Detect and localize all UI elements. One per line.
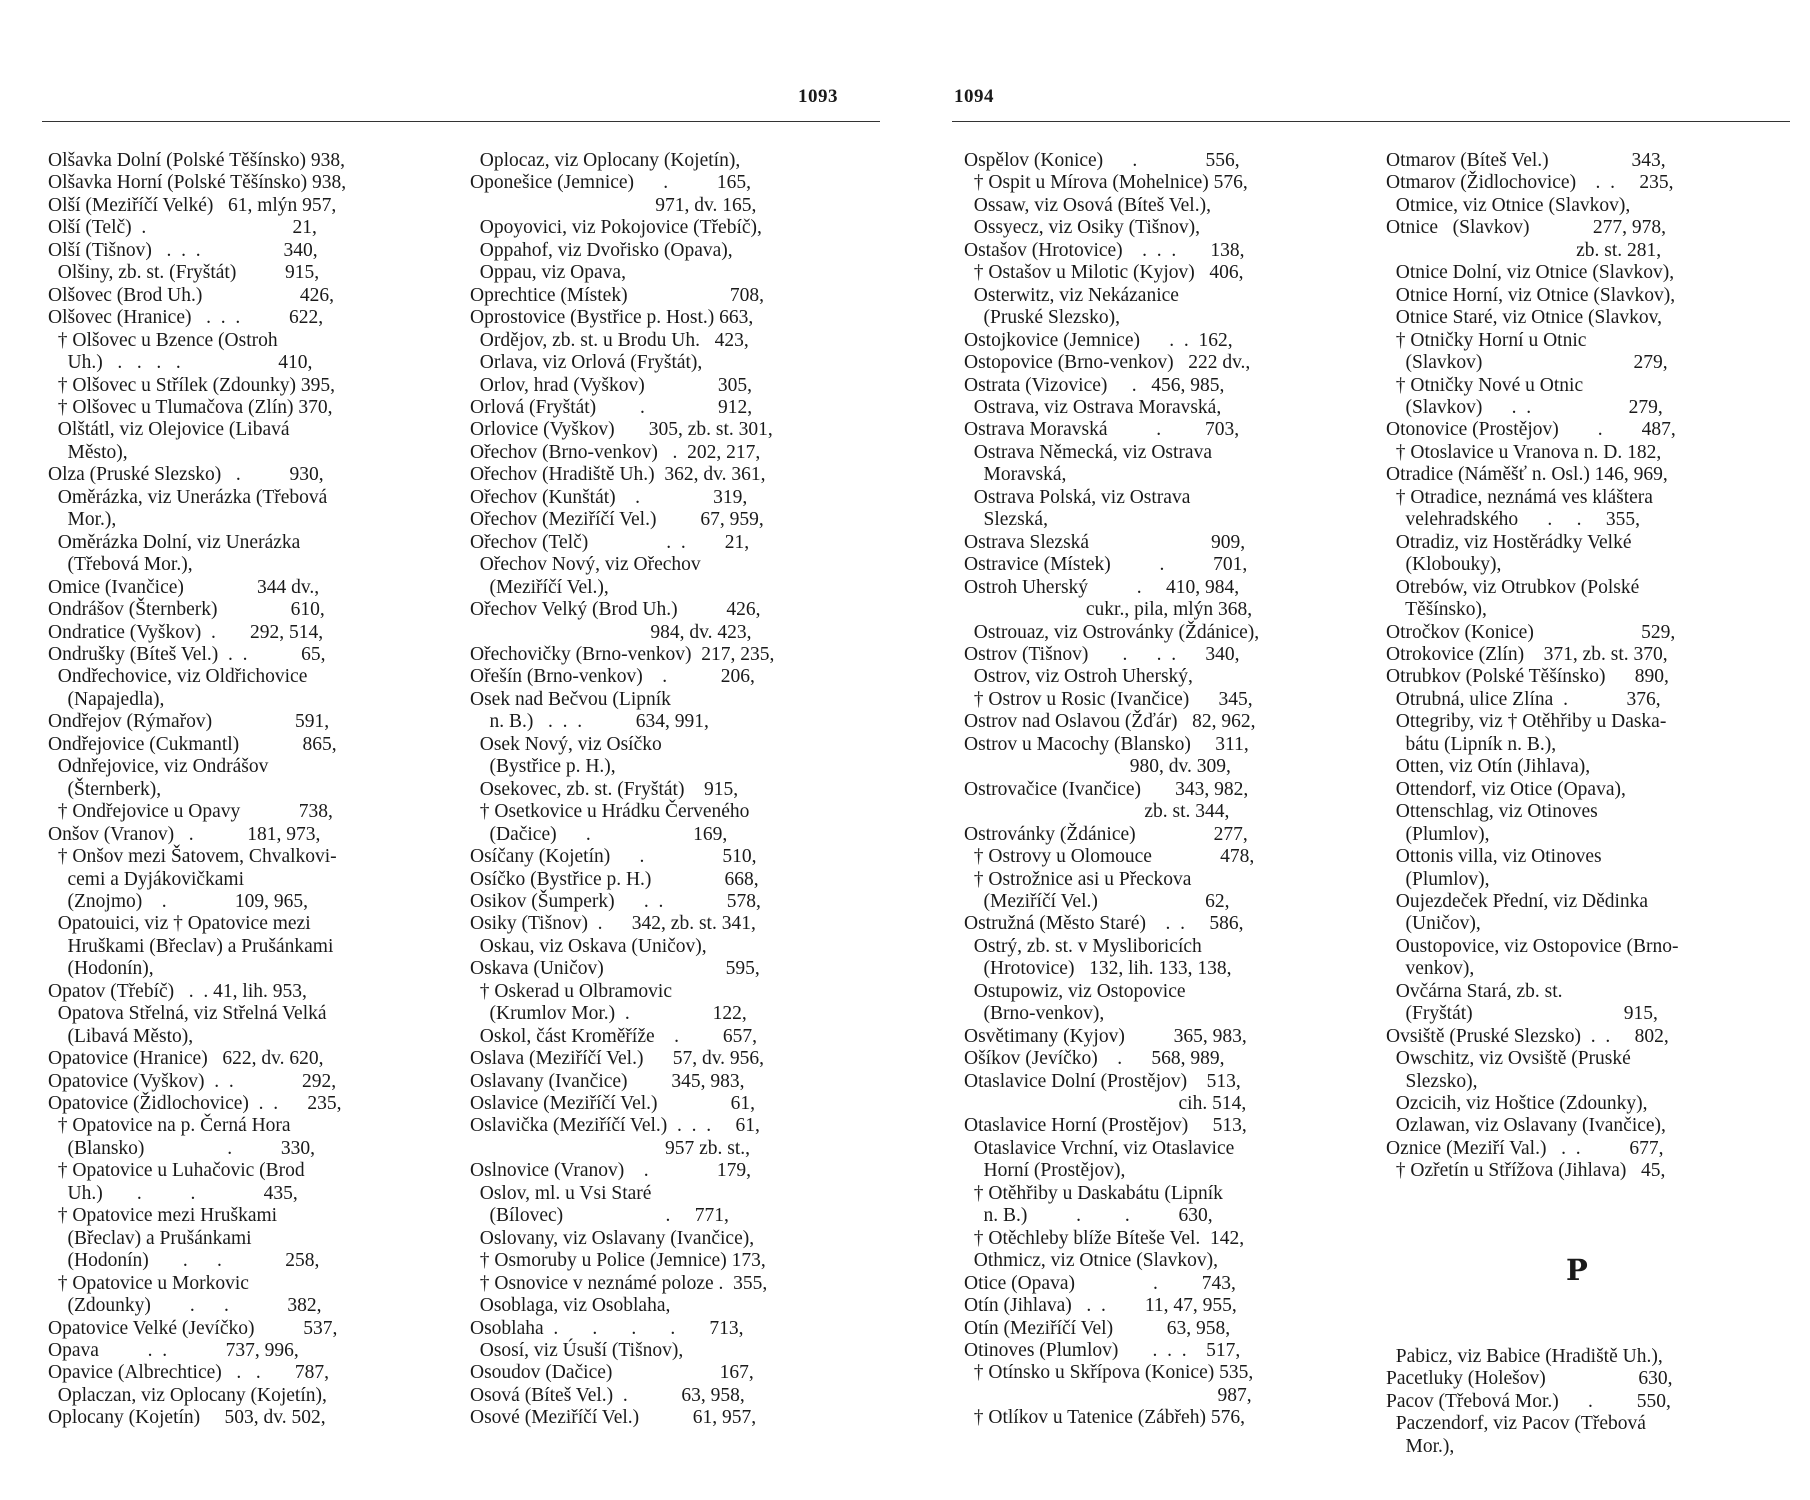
index-entry: Ostrava Slezská 909, (964, 531, 1246, 553)
right-page-number: 1094 (954, 86, 994, 107)
index-entry: † Otěhřiby u Daskabátu (Lipník (964, 1182, 1223, 1204)
index-entry: Mor.), (1386, 1435, 1455, 1457)
index-entry: Oponešice (Jemnice) . 165, (470, 172, 752, 194)
index-entry: Otrubná, ulice Zlína . 376, (1386, 688, 1661, 710)
index-entry: Ošíkov (Jevíčko) . 568, 989, (964, 1048, 1225, 1070)
index-entry: Ostrovačice (Ivančice) 343, 982, (964, 778, 1249, 800)
index-entry: Otmice, viz Otnice (Slavkov), (1386, 194, 1631, 216)
index-entry: Ososí, viz Úsuší (Tišnov), (470, 1340, 684, 1362)
index-entry: Oplocany (Kojetín) 503, dv. 502, (48, 1407, 326, 1429)
index-entry: † Olšovec u Bzence (Ostroh (48, 329, 278, 351)
index-entry: Ondrušky (Bíteš Vel.) . . 65, (48, 643, 326, 665)
index-entry: † Ozřetín u Střížova (Jihlava) 45, (1386, 1160, 1666, 1182)
index-entry: Ostroh Uherský . 410, 984, (964, 576, 1240, 598)
index-entry: Osterwitz, viz Nekázanice (964, 284, 1179, 306)
index-entry: Hruškami (Břeclav) a Prušánkami (48, 935, 334, 957)
index-entry: (Dačice) . 169, (470, 823, 728, 845)
index-entry: 984, dv. 423, (470, 621, 752, 643)
index-entry: † Otlíkov u Tatenice (Zábřeh) 576, (964, 1407, 1245, 1429)
index-entry: Oppahof, viz Dvořisko (Opava), (470, 239, 733, 261)
index-entry: Osvětimany (Kyjov) 365, 983, (964, 1025, 1247, 1047)
index-entry: † Ostrožnice asi u Přeckova (964, 868, 1192, 890)
index-entry: Otice (Opava) . 743, (964, 1272, 1236, 1294)
index-entry: † Otničky Nové u Otnic (1386, 374, 1584, 396)
index-entry: Ostrov, viz Ostroh Uherský, (964, 666, 1193, 688)
index-entry: † Otoslavice u Vranova n. D. 182, (1386, 441, 1662, 463)
index-entry: Olší (Telč) . 21, (48, 217, 317, 239)
index-entry: Otnice Horní, viz Otnice (Slavkov), (1386, 284, 1676, 306)
index-entry: (Libavá Město), (48, 1025, 194, 1047)
index-entry: Otrebów, viz Otrubkov (Polské (1386, 576, 1640, 598)
index-entry: † Opatovice u Morkovic (48, 1272, 249, 1294)
index-entry: † Otničky Horní u Otnic (1386, 329, 1587, 351)
index-entry: (Bystřice p. H.), (470, 756, 616, 778)
index-entry: Olšavka Dolní (Polské Těšínsko) 938, (48, 150, 345, 171)
index-entry: Osová (Bíteš Vel.) . 63, 958, (470, 1384, 745, 1406)
index-entry: Osíčko (Bystřice p. H.) 668, (470, 868, 759, 890)
index-entry: Pacov (Třebová Mor.) . 550, (1386, 1390, 1671, 1412)
index-entry: Ostupowiz, viz Ostopovice (964, 980, 1186, 1002)
index-entry: Onšov (Vranov) . 181, 973, (48, 823, 321, 845)
index-entry: † Otínsko u Skřípova (Konice) 535, (964, 1362, 1254, 1384)
index-entry: Ostopovice (Brno-venkov) 222 dv., (964, 352, 1251, 374)
index-entry: Ostrava Moravská . 703, (964, 419, 1240, 441)
index-entry: Ořechovičky (Brno-venkov) 217, 235, (470, 643, 775, 665)
index-entry: (Blansko) . 330, (48, 1137, 316, 1159)
index-entry: Oslovany, viz Oslavany (Ivančice), (470, 1227, 755, 1249)
index-entry: Paczendorf, viz Pacov (Třebová (1386, 1413, 1646, 1435)
index-entry: Osoudov (Dačice) 167, (470, 1362, 754, 1384)
index-entry: 957 zb. st., (470, 1137, 751, 1159)
index-entry: Ořešín (Brno-venkov) . 206, (470, 666, 755, 688)
index-entry: Opatouici, viz † Opatovice mezi (48, 913, 311, 935)
index-entry: Oppau, viz Opava, (470, 262, 626, 284)
index-entry: Osekovec, zb. st. (Fryštát) 915, (470, 778, 739, 800)
index-entry: Ottegriby, viz † Otěhřiby u Daska- (1386, 711, 1667, 733)
index-entry: Osiky (Tišnov) . 342, zb. st. 341, (470, 913, 756, 935)
index-entry: Opava . . 737, 996, (48, 1340, 299, 1362)
index-entry: Ottendorf, viz Otice (Opava), (1386, 778, 1626, 800)
index-entry: Ostrouaz, viz Ostrovánky (Ždánice), (964, 621, 1260, 643)
index-entry: Otmarov (Bíteš Vel.) 343, (1386, 150, 1666, 171)
index-entry: Pabicz, viz Babice (Hradiště Uh.), (1386, 1346, 1663, 1367)
index-entry: Opatovice (Hranice) 622, dv. 620, (48, 1048, 324, 1070)
index-entry: Ostrov u Macochy (Blansko) 311, (964, 733, 1249, 755)
index-entry: Pacetluky (Holešov) 630, (1386, 1368, 1673, 1390)
index-entry: Ondřejov (Rýmařov) 591, (48, 711, 330, 733)
index-entry: Olštátl, viz Olejovice (Libavá (48, 419, 290, 441)
index-entry: Ostrý, zb. st. v Mysliboricích (964, 935, 1202, 957)
index-entry: Ostrava Německá, viz Ostrava (964, 441, 1212, 463)
index-entry: cih. 514, (964, 1093, 1247, 1115)
index-entry: Ordějov, zb. st. u Brodu Uh. 423, (470, 329, 749, 351)
index-entry: Slezsko), (1386, 1070, 1478, 1092)
index-entry: Ottenschlag, viz Otinoves (1386, 801, 1598, 823)
index-entry: (Klobouky), (1386, 554, 1502, 576)
index-entry: (Třebová Mor.), (48, 554, 193, 576)
index-entry: Ondřejovice (Cukmantl) 865, (48, 733, 337, 755)
index-entry: Opatova Střelná, viz Střelná Velká (48, 1003, 327, 1025)
index-entry: Oměrázka, viz Unerázka (Třebová (48, 486, 328, 508)
index-entry: Ořechov (Telč) . . 21, (470, 531, 750, 553)
index-entry: Otročkov (Konice) 529, (1386, 621, 1676, 643)
index-entry: † Ostrov u Rosic (Ivančice) 345, (964, 688, 1253, 710)
index-entry: Moravská, (964, 464, 1067, 486)
index-entry: Ondřechovice, viz Oldřichovice (48, 666, 308, 688)
index-entry: 971, dv. 165, (470, 194, 757, 216)
index-entry: † Otěchleby blíže Bíteše Vel. 142, (964, 1227, 1245, 1249)
index-entry: Otín (Meziříčí Vel) 63, 958, (964, 1317, 1231, 1339)
index-entry: † Otradice, neznámá ves kláštera (1386, 486, 1653, 508)
index-entry: 987, (964, 1384, 1252, 1406)
index-entry: Otnice Dolní, viz Otnice (Slavkov), (1386, 262, 1675, 284)
index-entry: cukr., pila, mlýn 368, (964, 599, 1253, 621)
index-entry: Oskava (Uničov) 595, (470, 958, 760, 980)
index-entry: Opatovice (Židlochovice) . . 235, (48, 1093, 342, 1115)
index-entry: † Osnovice v neznámé poloze . 355, (470, 1272, 768, 1294)
index-entry: (Brno-venkov), (964, 1003, 1105, 1025)
index-entry: Oskau, viz Oskava (Uničov), (470, 935, 707, 957)
index-entry: Otrokovice (Zlín) 371, zb. st. 370, (1386, 643, 1668, 665)
index-entry: venkov), (1386, 958, 1475, 980)
index-entry: Ostrov nad Oslavou (Žďár) 82, 962, (964, 711, 1256, 733)
index-column-4-section-p (1386, 1346, 1778, 1458)
index-entry: Orlová (Fryštát) . 912, (470, 396, 753, 418)
index-entry: † Ondřejovice u Opavy 738, (48, 801, 333, 823)
index-entry: Horní (Prostějov), (964, 1160, 1126, 1182)
index-entry: † Onšov mezi Šatovem, Chvalkovi- (48, 846, 337, 868)
index-entry: Ořechov Nový, viz Ořechov (470, 554, 701, 576)
index-entry: Ovčárna Stará, zb. st. (1386, 980, 1563, 1002)
index-entry: (Znojmo) . 109, 965, (48, 890, 308, 912)
index-entry: (Hrotovice) 132, lih. 133, 138, (964, 958, 1232, 980)
index-entry: (Plumlov), (1386, 868, 1490, 890)
index-entry: Osikov (Šumperk) . . 578, (470, 890, 761, 912)
index-entry: Oplocaz, viz Oplocany (Kojetín), (470, 150, 741, 171)
index-entry: † Opatovice mezi Hruškami (48, 1205, 278, 1227)
index-entry: Ozlawan, viz Oslavany (Ivančice), (1386, 1115, 1666, 1137)
index-entry: † Ostrovy u Olomouce 478, (964, 846, 1255, 868)
index-entry: (Meziříčí Vel.) 62, (964, 890, 1230, 912)
index-entry: Osíčany (Kojetín) . 510, (470, 846, 757, 868)
index-entry: Olšiny, zb. st. (Fryštát) 915, (48, 262, 320, 284)
index-entry: Otmarov (Židlochovice) . . 235, (1386, 172, 1674, 194)
index-entry: Opatovice Velké (Jevíčko) 537, (48, 1317, 338, 1339)
index-entry: Omice (Ivančice) 344 dv., (48, 576, 320, 598)
index-entry: (Fryštát) 915, (1386, 1003, 1658, 1025)
index-entry: Ostrava Polská, viz Ostrava (964, 486, 1191, 508)
index-entry: Oslnovice (Vranov) . 179, (470, 1160, 751, 1182)
index-entry: (Pruské Slezsko), (964, 307, 1120, 329)
index-entry: Osoblaga, viz Osoblaha, (470, 1295, 671, 1317)
index-entry: Olšovec (Hranice) . . . 622, (48, 307, 324, 329)
index-entry: Odnřejovice, viz Ondrášov (48, 756, 269, 778)
index-entry: † Osmoruby u Police (Jemnice) 173, (470, 1250, 766, 1272)
index-entry: Uh.) . . . . 410, (48, 352, 313, 374)
index-entry: Otonovice (Prostějov) . 487, (1386, 419, 1676, 441)
index-entry: Oplaczan, viz Oplocany (Kojetín), (48, 1384, 327, 1406)
index-entry: (Slavkov) 279, (1386, 352, 1668, 374)
index-entry: Ostašov (Hrotovice) . . . 138, (964, 239, 1245, 261)
index-entry: Ondrášov (Šternberk) 610, (48, 599, 325, 621)
index-entry: n. B.) . . . 634, 991, (470, 711, 709, 733)
index-entry: Ovsiště (Pruské Slezsko) . . 802, (1386, 1025, 1669, 1047)
index-entry: Orlovice (Vyškov) 305, zb. st. 301, (470, 419, 773, 441)
index-entry: Mor.), (48, 509, 117, 531)
index-entry: Ořechov (Meziříčí Vel.) 67, 959, (470, 509, 764, 531)
index-entry: zb. st. 281, (1386, 239, 1662, 261)
index-entry: cemi a Dyjákovičkami (48, 868, 245, 890)
index-entry: † Oskerad u Olbramovic (470, 980, 672, 1002)
left-page-number: 1093 (798, 86, 838, 107)
index-entry: Otnice Staré, viz Otnice (Slavkov, (1386, 307, 1662, 329)
index-entry: (Uničov), (1386, 913, 1481, 935)
index-entry: (Plumlov), (1386, 823, 1490, 845)
index-entry: Otinoves (Plumlov) . . . 517, (964, 1340, 1241, 1362)
index-entry: Otín (Jihlava) . . 11, 47, 955, (964, 1295, 1237, 1317)
index-entry: Ostružná (Město Staré) . . 586, (964, 913, 1244, 935)
index-entry: Oznice (Meziří Val.) . . 677, (1386, 1137, 1664, 1159)
index-entry: Olší (Meziříčí Velké) 61, mlýn 957, (48, 194, 337, 216)
index-entry: † Olšovec u Tlumačova (Zlín) 370, (48, 396, 333, 418)
index-entry: Ořechov Velký (Brod Uh.) 426, (470, 599, 761, 621)
index-entry: bátu (Lipník n. B.), (1386, 733, 1557, 755)
index-entry: zb. st. 344, (964, 801, 1230, 823)
index-column-3 (964, 150, 1356, 1430)
index-entry: Uh.) . . 435, (48, 1182, 298, 1204)
index-column-4 (1386, 150, 1778, 1183)
index-entry: Ossaw, viz Osová (Bíteš Vel.), (964, 194, 1211, 216)
index-entry: Ozcicih, viz Hoštice (Zdounky), (1386, 1093, 1648, 1115)
index-entry: (Napajedla), (48, 688, 165, 710)
index-entry: † Olšovec u Střílek (Zdounky) 395, (48, 374, 336, 396)
index-entry: † Ospit u Mírova (Mohelnice) 576, (964, 172, 1248, 194)
index-entry: Oslava (Meziříčí Vel.) 57, dv. 956, (470, 1048, 765, 1070)
index-entry: Oslavička (Meziříčí Vel.) . . . 61, (470, 1115, 760, 1137)
index-entry: Ořechov (Kunštát) . 319, (470, 486, 748, 508)
index-entry: Ottonis villa, viz Otinoves (1386, 846, 1602, 868)
index-entry: Ondratice (Vyškov) . 292, 514, (48, 621, 324, 643)
index-entry: Město), (48, 441, 128, 463)
index-entry: Ostrava, viz Ostrava Moravská, (964, 396, 1222, 418)
index-entry: velehradského . . 355, (1386, 509, 1640, 531)
index-entry: Osek nad Bečvou (Lipník (470, 688, 671, 710)
index-entry: Oslavice (Meziříčí Vel.) 61, (470, 1093, 756, 1115)
index-entry: Ostrata (Vizovice) . 456, 985, (964, 374, 1225, 396)
index-entry: Owschitz, viz Ovsiště (Pruské (1386, 1048, 1631, 1070)
index-entry: 980, dv. 309, (964, 756, 1231, 778)
index-entry: Otaslavice Vrchní, viz Otaslavice (964, 1137, 1235, 1159)
index-entry: Oslov, ml. u Vsi Staré (470, 1182, 652, 1204)
index-entry: Olšavka Horní (Polské Těšínsko) 938, (48, 172, 347, 194)
index-entry: Orlov, hrad (Vyškov) 305, (470, 374, 752, 396)
index-entry: Osoblaha . . . . 713, (470, 1317, 744, 1339)
index-entry: Osek Nový, viz Osíčko (470, 733, 662, 755)
index-entry: Slezská, (964, 509, 1048, 531)
index-entry: Olza (Pruské Slezsko) . 930, (48, 464, 324, 486)
index-entry: Ostojkovice (Jemnice) . . 162, (964, 329, 1233, 351)
index-entry: Ostrovánky (Ždánice) 277, (964, 823, 1248, 845)
index-entry: (Hodonín) . . 258, (48, 1250, 320, 1272)
index-entry: Oskol, část Kroměříže . 657, (470, 1025, 758, 1047)
index-entry: Opavice (Albrechtice) . . 787, (48, 1362, 330, 1384)
index-entry: Ostrov (Tišnov) . . . 340, (964, 643, 1240, 665)
index-entry: Oslavany (Ivančice) 345, 983, (470, 1070, 745, 1092)
index-entry: Olšovec (Brod Uh.) 426, (48, 284, 334, 306)
index-column-2 (470, 150, 858, 1430)
index-entry: (Slavkov) . . 279, (1386, 396, 1663, 418)
index-entry: Ostravice (Místek) . 701, (964, 554, 1248, 576)
index-entry: Opatovice (Vyškov) . . 292, (48, 1070, 337, 1092)
index-entry: n. B.) . . 630, (964, 1205, 1213, 1227)
index-entry: (Meziříčí Vel.), (470, 576, 609, 598)
index-entry: Otradice (Náměšť n. Osl.) 146, 969, (1386, 464, 1668, 486)
index-entry: (Břeclav) a Prušánkami (48, 1227, 252, 1249)
index-entry: Ospělov (Konice) . 556, (964, 150, 1240, 171)
index-entry: Otradiz, viz Hostěrádky Velké (1386, 531, 1632, 553)
index-entry: Otnice (Slavkov) 277, 978, (1386, 217, 1667, 239)
index-entry: † Osetkovice u Hrádku Červeného (470, 801, 750, 823)
right-header-rule (952, 121, 1790, 122)
index-entry: Oprechtice (Místek) 708, (470, 284, 765, 306)
index-entry: Othmicz, viz Otnice (Slavkov), (964, 1250, 1218, 1272)
index-entry: (Šternberk), (48, 778, 162, 800)
index-entry: Ossyecz, viz Osiky (Tišnov), (964, 217, 1200, 239)
index-entry: Osové (Meziříčí Vel.) 61, 957, (470, 1407, 757, 1429)
index-entry: Oujezdeček Přední, viz Dědinka (1386, 890, 1649, 912)
index-entry: Oprostovice (Bystřice p. Host.) 663, (470, 307, 754, 329)
index-entry: † Opatovice u Luhačovic (Brod (48, 1160, 305, 1182)
left-header-rule (42, 121, 880, 122)
index-column-1 (48, 150, 436, 1430)
index-entry: Ořechov (Hradiště Uh.) 362, dv. 361, (470, 464, 766, 486)
index-entry: † Opatovice na p. Černá Hora (48, 1115, 291, 1137)
index-entry: (Zdounky) . . 382, (48, 1295, 322, 1317)
index-entry: Oustopovice, viz Ostopovice (Brno- (1386, 935, 1679, 957)
index-entry: Těšínsko), (1386, 599, 1487, 621)
index-entry: Otaslavice Horní (Prostějov) 513, (964, 1115, 1247, 1137)
index-entry: Opoyovici, viz Pokojovice (Třebíč), (470, 217, 762, 239)
index-entry: (Krumlov Mor.) . 122, (470, 1003, 747, 1025)
index-entry: Otten, viz Otín (Jihlava), (1386, 756, 1591, 778)
index-entry: Orlava, viz Orlová (Fryštát), (470, 352, 703, 374)
index-entry: (Bílovec) . 771, (470, 1205, 729, 1227)
index-entry: Oměrázka Dolní, viz Unerázka (48, 531, 301, 553)
index-entry: Otaslavice Dolní (Prostějov) 513, (964, 1070, 1241, 1092)
index-entry: (Hodonín), (48, 958, 154, 980)
index-entry: Opatov (Třebíč) . . 41, lih. 953, (48, 980, 307, 1002)
section-letter-heading: P (1566, 1253, 1588, 1287)
index-entry: Otrubkov (Polské Těšínsko) 890, (1386, 666, 1669, 688)
index-entry: † Ostašov u Milotic (Kyjov) 406, (964, 262, 1244, 284)
index-entry: Ořechov (Brno-venkov) . 202, 217, (470, 441, 761, 463)
index-entry: Olší (Tišnov) . . . 340, (48, 239, 318, 261)
